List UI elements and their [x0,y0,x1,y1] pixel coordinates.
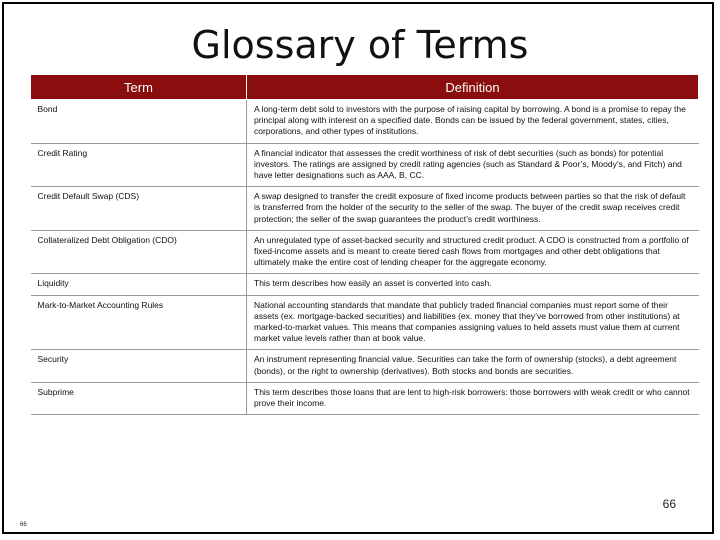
table-header-row [31,75,699,100]
term-cell: Collateralized Debt Obligation (CDO) [31,230,247,274]
definition-cell: National accounting standards that mandate that publicly traded financial companies must report some of their assets (ex. mortgage-backed securities) and liabilities (ex. money that they’ve borrowed from other institutions) at marked-to-market values. This means that companies assigning values to held assets must value them at current market value levels rather than at book value. [247,295,699,350]
definition-cell: A financial indicator that assesses the credit worthiness of risk of debt securities (such as bonds) for potential investors. The ratings are assigned by credit rating agencies (such as Standard & Poor’s, Moody’s, and Fitch) and have letter designations such as AAA, B, CC. [247,143,699,187]
definition-cell: This term describes how easily an asset is converted into cash. [247,274,699,295]
term-cell: Security [31,350,247,382]
table-row [31,350,699,382]
definition-cell: A long-term debt sold to investors with the purpose of raising capital by borrowing. A bond is a promise to repay the principal along with interest on a specified date. Bonds can be issued by the federal government, states, cities, corporations, and other types of institutions. [247,100,699,144]
table-row [31,187,699,231]
definition-column-header: Definition [247,75,699,100]
term-cell: Liquidity [31,274,247,295]
definition-cell: An unregulated type of asset-backed security and structured credit product. A CDO is constructed from a portfolio of fixed-income assets and is meant to create tiered cash flows from mortgages and other debt obligations that ultimately make the entire cost of lending cheaper for the aggregate economy. [247,230,699,274]
corner-page-number: 66 [20,522,27,528]
glossary-table [30,74,699,415]
term-cell: Mark-to-Market Accounting Rules [31,295,247,350]
definition-cell: An instrument representing financial value. Securities can take the form of ownership (stocks), a debt agreement (bonds), or the right to ownership (derivatives). Both stocks and bonds are securities. [247,350,699,382]
table-row [31,230,699,274]
table-row [31,100,699,144]
term-cell: Subprime [31,382,247,414]
term-cell: Bond [31,100,247,144]
table-row [31,382,699,414]
term-column-header: Term [31,75,247,100]
term-cell: Credit Rating [31,143,247,187]
definition-cell: This term describes those loans that are lent to high-risk borrowers: those borrowers with weak credit or who cannot prove their income. [247,382,699,414]
page-number: 66 [662,497,676,511]
definition-cell: A swap designed to transfer the credit exposure of fixed income products between parties so that the risk of default is transferred from the holder of the security to the seller of the swap. The buyer of the credit swap receives credit protection; the seller of the swap guarantees the product’s credit worthiness. [247,187,699,231]
term-cell: Credit Default Swap (CDS) [31,187,247,231]
table-row [31,295,699,350]
table-row [31,274,699,295]
page-title: Glossary of Terms [191,23,529,67]
table-row [31,143,699,187]
